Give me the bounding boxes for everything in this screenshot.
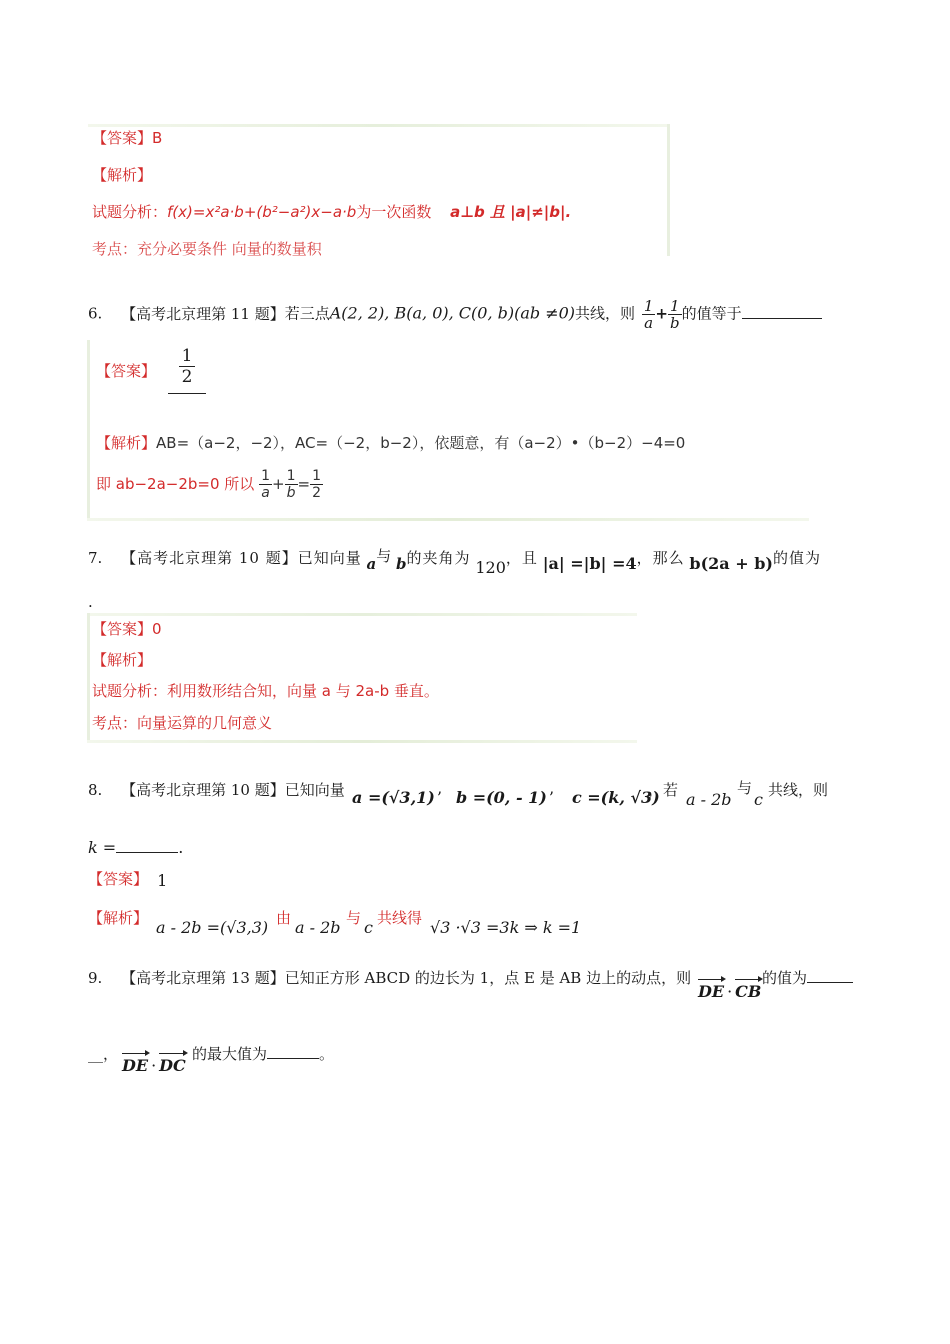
question-source: 【高考北京理第 10 题】 [121, 781, 285, 799]
answer-blank [116, 851, 178, 853]
kaodian-text: 考点：向量运算的几何意义 [92, 714, 273, 732]
numerator: 1 [179, 346, 195, 367]
analysis-formula: f(x)=x²a·b+(b²−a²)x−a·b [167, 203, 357, 221]
question-source: 【高考北京理第 10 题】 [121, 549, 298, 567]
q7-period: . [88, 593, 93, 611]
word-with: 与 [737, 779, 753, 797]
denominator: a [261, 485, 270, 501]
vector-dc: DC [159, 1056, 186, 1075]
question-6 [88, 298, 822, 331]
word-with: 与 [346, 909, 362, 927]
denominator: 2 [181, 367, 193, 387]
question-7 [88, 547, 821, 577]
vector-c: c [364, 918, 373, 937]
denominator: 2 [312, 485, 322, 501]
points-expr: A(2, 2), B(a, 0), C(0, b)(ab ≠0) [329, 303, 576, 323]
question-text: 已知正方形 ABCD 的边长为 1，点 E 是 AB 边上的动点，则 [284, 969, 692, 987]
numerator: 1 [286, 468, 296, 484]
fraction-1-over-a [259, 468, 272, 501]
denominator: b [669, 314, 680, 332]
analysis-tail: 为一次函数 [356, 203, 432, 221]
denominator: a [644, 314, 654, 332]
question-number: 8. [88, 781, 103, 799]
analysis-line-1: AB=（a−2，−2），AC=（−2，b−2），依题意，有（a−2）•（b−2）−4=0 [156, 434, 686, 452]
question-number: 9. [88, 969, 103, 987]
numerator: 1 [261, 468, 271, 484]
vector-de: DE [122, 1056, 149, 1075]
answer-value: 1 [157, 871, 168, 890]
vector-b-definition: b =(0, - 1) [455, 788, 547, 807]
magnitude-condition: |a| =|b| =4 [542, 554, 637, 573]
analysis-label: 【解析】 [92, 166, 153, 184]
analysis-condition: a⊥b 且 |a|≠|b|. [450, 203, 572, 221]
answer-label: 【答案】 [92, 129, 153, 147]
vector-de: DE [698, 982, 725, 1001]
question-source: 【高考北京理第 11 题】 [121, 304, 285, 323]
answer-blank [742, 317, 822, 319]
k-label: k = [88, 838, 117, 857]
question-number: 6. [88, 304, 103, 323]
question-text-3: 共线，则 [768, 781, 829, 799]
kaodian-text: 考点：充分必要条件 向量的数量积 [92, 240, 322, 258]
question-text-2: 共线，则 [575, 304, 636, 323]
full-stop: 。 [319, 1045, 335, 1063]
vector-b: b [396, 555, 407, 573]
analysis-expr-1: a - 2b =(√3,3) [156, 918, 269, 937]
word-collinear: 共线得 [377, 909, 423, 927]
answer-label: 【答案】 [96, 362, 157, 380]
analysis-expr-2: a - 2b [295, 918, 341, 937]
fraction-1-over-b [668, 298, 682, 331]
box-border-left [87, 613, 90, 743]
answer-label: 【答案】 [92, 620, 153, 638]
plus-sign: + [272, 475, 285, 493]
fraction-1-over-b [285, 468, 298, 501]
vector-cb: CB [735, 982, 762, 1001]
analysis-label: 【解析】 [96, 434, 157, 452]
box-border-right [667, 124, 670, 256]
question-text-5: 的值为 [772, 549, 821, 567]
numerator: 1 [312, 468, 322, 484]
question-text-3: 的值等于 [681, 304, 742, 323]
result-fraction [310, 468, 323, 501]
box-border-left [87, 340, 90, 520]
question-text: 已知向量 [297, 549, 362, 567]
box-border-top [88, 124, 670, 127]
box-border-bottom [87, 740, 637, 743]
question-text-4: ，那么 [636, 549, 685, 567]
answer-fraction [168, 346, 206, 394]
analysis-expr-3: √3 ·√3 =3k ⇒ k =1 [430, 918, 582, 937]
question-text-2: 的夹角为 [406, 549, 471, 567]
analysis-label: 【解析】 [88, 909, 149, 927]
blank-continuation: __， [88, 1045, 119, 1063]
question-8 [88, 780, 345, 800]
answer-value: 0 [152, 620, 162, 638]
word-with: 与 [376, 547, 392, 565]
angle-value: 120 [475, 558, 506, 577]
plus-sign: + [655, 304, 668, 323]
answer-underline [168, 393, 206, 394]
expr-a-minus-2b: a - 2b [686, 790, 732, 809]
question-source: 【高考北京理第 13 题】 [121, 969, 285, 987]
answer-value: B [152, 129, 163, 147]
question-text: 若三点 [284, 304, 330, 323]
equals-sign: = [297, 475, 311, 493]
vector-a: a [366, 555, 377, 573]
answer-label: 【答案】 [88, 870, 149, 888]
numerator: 1 [643, 297, 654, 315]
vector-c-definition: c =(k, √3) [571, 788, 660, 807]
question-text-2: ，若 [648, 781, 679, 799]
dot-operator: · [727, 982, 733, 1001]
vector-a-definition: a =(√3,1) [352, 788, 435, 807]
word-by: 由 [276, 909, 292, 927]
question-9 [88, 968, 691, 988]
analysis-prefix: 试题分析： [92, 203, 168, 221]
question-text: 已知向量 [284, 781, 345, 799]
question-text-3: ，且 [505, 549, 538, 567]
question-text-2: 的值为 [762, 969, 808, 987]
fraction-1-over-a [642, 298, 656, 331]
answer-blank-2 [267, 1057, 319, 1059]
numerator: 1 [668, 298, 682, 315]
box-border-top [87, 613, 637, 616]
analysis-text: 试题分析：利用数形结合知，向量 a 与 2a-b 垂直。 [92, 682, 439, 700]
question-text-3: 的最大值为 [192, 1045, 268, 1063]
analysis-line-2: 即 ab−2a−2b=0 所以 [96, 475, 255, 493]
dot-product-expr: b(2a + b) [689, 554, 773, 573]
question-number: 7. [88, 549, 103, 567]
answer-blank-1 [807, 981, 853, 983]
denominator: b [286, 485, 296, 501]
vector-c: c [754, 790, 763, 809]
box-border-bottom [87, 518, 809, 521]
analysis-label: 【解析】 [92, 651, 153, 669]
dot-operator: · [151, 1056, 157, 1075]
